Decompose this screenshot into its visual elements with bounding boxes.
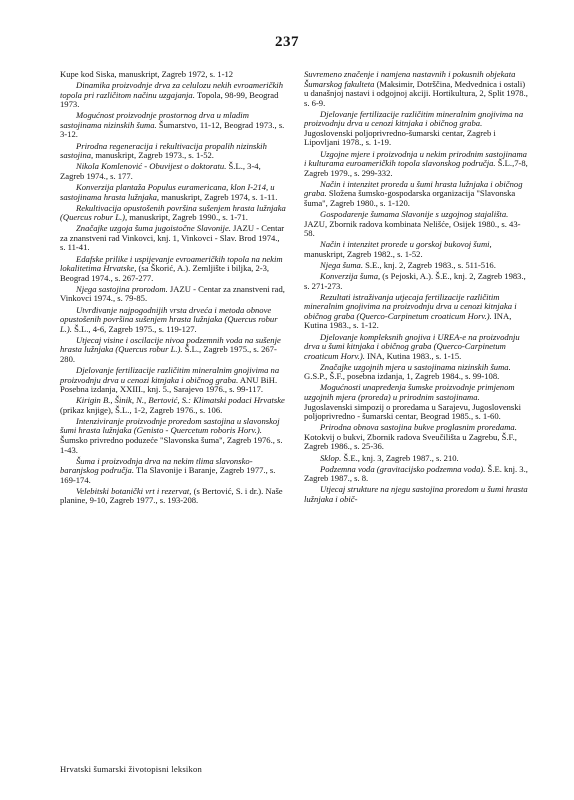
entry-title: Dinamika proizvodnje drva za celulozu nekih evroameričkih topola pri različitom načinu uzgajanja. (60, 80, 283, 100)
bibliography-entry (60, 162, 286, 181)
entry-details: Topola, 98-99, Beograd 1973. (60, 89, 279, 110)
entry-title: Značajke uzgoja šuma jugoistočne Slavonije. (76, 223, 231, 234)
entry-details: (s Bertović, S. i dr.). Naše planine, 9-10, Zagreb 1977., s. 193-208. (60, 485, 283, 506)
entry-details: G.S.P., Š.F., posebna izdanja, 1, Zagreb 1984., s. 99-108. (304, 371, 500, 382)
entry-details: (Maksimir, Dotrščina, Medvednica i ostali) u današnjoj nastavi i odgojnoj akciji. Hortikultura, 2, Split 1978., s. 6-9. (304, 78, 528, 108)
entry-details: JAZU, Zbornik radova kombinata Nelišće, Osijek 1980., s. 43-58. (304, 218, 521, 239)
bibliography-entry (60, 487, 286, 506)
entry-title: Djelovanje kompleksnih gnojiva i UREA-e na proizvodnju drva u šumi kitnjaka i običnog graba (Querco-Carpinetum croaticum Horv.). (304, 331, 520, 361)
entry-details: Kupe kod Siska, manuskript, Zagreb 1972, s. 1-12 (60, 69, 234, 79)
entry-details: Š.E., knj. 3, Zagreb 1987., s. 210. (341, 452, 459, 463)
entry-title: Edafske prilike i uspijevanje evroameričkih topola na nekim lokalitetima Hrvatske, (60, 253, 283, 274)
bibliography-entry (60, 255, 286, 284)
bibliography-entry (304, 465, 530, 484)
entry-details: S.E., knj. 2, Zagreb 1983., s. 511-516. (362, 259, 496, 270)
entry-title: Utvrđivanje najpogodnijih vrsta drveća i metoda obnove opustošenih površina sušenjem hrasta lužnjaka (Quercus robur L.). (60, 304, 278, 334)
entry-title: Prirodna regeneracija i rekultivacija propalih nizinskih sastojina, (60, 140, 267, 161)
entry-title: Njega šuma. (320, 259, 363, 270)
entry-details: (s Pejoski, A.). Š.E., knj. 2, Zagreb 1983., s. 271-273. (304, 271, 526, 291)
bibliography-entry (304, 333, 530, 362)
bibliography-entry (304, 293, 530, 331)
page-number: 237 (275, 34, 299, 50)
entry-details: Š.L., 3-4, Zagreb 1974., s. 177. (60, 161, 261, 181)
entry-title: Utjecaj visine i oscilacije nivoa podzemnih voda na sušenje hrasta lužnjaka (Quercus robur L.). (60, 334, 281, 355)
entry-title: Konverzija plantaža Populus euramericana, klon I-214, u sastojinama hrasta lužnjaka, (60, 181, 275, 202)
entry-details: ANU BiH. Posebna izdanja, XXIII., knj. 5., Sarajevo 1976., s. 99-117. (60, 374, 278, 395)
bibliography-entry (304, 363, 530, 382)
entry-title: Velebitski botanički vrt i rezervat, (76, 485, 192, 496)
entry-title: Suvremeno značenje i namjena nastavnih i pokusnih objekata Šumarskog fakulteta (304, 69, 516, 89)
entry-details: Š.L.,7-8, Zagreb 1979., s. 299-332. (304, 158, 528, 178)
entry-details: manuskript, Zagreb 1973., s. 1-52. (93, 150, 214, 161)
entry-details: JAZU - Centar za znanstveni rad, Vinkovci 1974., s. 79-85. (60, 283, 285, 304)
bibliography-entry (60, 224, 286, 253)
entry-title: Djelovanje fertilizacije različitim mineralnim gnojivima na proizvodnju drva u cenozi kitnjaka i običnog graba. (60, 364, 280, 385)
entry-details: (prikaz knjige), Š.L., 1-2, Zagreb 1976., s. 106. (60, 404, 223, 415)
entry-details: JAZU - Centar za znanstveni rad Vinkovci, knj. 1, Vinkovci - Slav. Brod 1974., s. 11-41. (60, 223, 285, 253)
bibliography-entry (304, 423, 530, 452)
entry-title: Intenziviranje proizvodnje proredom sastojina u slavonskoj šumi hrasta lužnjaka (Genisto - Quercetum roboris Horv.). (60, 415, 280, 436)
entry-details: Složena šumsko-gospodarska organizacija "Slavonska šuma", Zagreb 1980., s. 1-120. (304, 188, 516, 208)
entry-title: Šuma i proizvodnja drva na nekim tlima slavonsko-baranjskog područja. (60, 455, 253, 476)
bibliography-entry (60, 457, 286, 486)
entry-title: Rezultati istraživanja utjecaja fertilizacije različitim mineralnim gnojivima na proizvodnju drva u cenozi kitnjaka i običnog graba (Querco-Carpinetum croaticum Horv.). (304, 291, 517, 321)
bibliography-entry (60, 285, 286, 304)
entry-details: Šumsko privredno poduzeće "Slavonska šuma", Zagreb 1976., s. 1-43. (60, 435, 283, 455)
bibliography-entry (60, 417, 286, 455)
bibliography-entry (60, 142, 286, 161)
bibliography-entry (60, 81, 286, 110)
bibliography-entry (304, 454, 530, 464)
bibliography-entry (60, 183, 286, 202)
entry-title: Značajke uzgojnih mjera u sastojinama nizinskih šuma. (320, 361, 511, 372)
bibliography-entry (304, 180, 530, 209)
entry-details: Tla Slavonije i Baranje, Zagreb 1977., s. 169-174. (60, 465, 276, 485)
bibliography-entry (60, 336, 286, 365)
entry-title: Djelovanje fertilizacije različitim mineralnim gnojivima na proizvodnju drva u cenozi kitnjaka i običnog graba. (304, 108, 524, 129)
bibliography-entry (60, 366, 286, 395)
bibliography-entry (60, 204, 286, 223)
entry-details: Jugoslavenski simpozij o proredama u Sarajevu, Jugoslovenski poljoprivredno - šumarski centar, Beograd 1985., s. 1-60. (304, 401, 521, 422)
bibliography-entry (304, 240, 530, 259)
entry-details: manuskript, Zagreb 1982., s. 1-52. (304, 248, 423, 259)
entry-details: Šumarstvo, 11-12, Beograd 1973., s. 3-12. (60, 119, 285, 140)
entry-details: Š.L., 4-6, Zagreb 1975., s. 119-127. (71, 323, 197, 334)
entry-details: Kotokvij o bukvi, Zbornik radova Sveučilišta u Zagrebu, Š.F., Zagreb 1986., s. 25-36. (304, 431, 517, 452)
bibliography-entry (60, 396, 286, 415)
entry-title: Njega sastojina prorodom. (76, 283, 168, 294)
entry-details: Jugoslovenski poljoprivredno-šumarski centar, Zagreb i Lipovljani 1978., s. 1-19. (304, 127, 496, 148)
entry-title: Sklop. (320, 452, 342, 463)
bibliography-entry (304, 210, 530, 239)
entry-title: Uzgojne mjere i proizvodnja u nekim prirodnim sastojinama i kulturama euroameričkih topola slavonskog područja. (304, 148, 527, 169)
bibliography-entry (60, 70, 286, 80)
bibliography-entry (60, 111, 286, 140)
bibliography-entry (304, 383, 530, 421)
entry-title: Kirigin B., Šinik, N., Bertović, S.: Klimatski podaci Hrvatske (76, 395, 285, 406)
entry-details: INA, Kutina 1983., s. 1-15. (364, 350, 462, 361)
bibliography-entry (304, 110, 530, 148)
entry-title: Način i intenzitet prorede u gorskoj bukovoj šumi, (320, 239, 492, 250)
right-column (304, 70, 530, 506)
entry-title: Utjecaj strukture na njegu sastojina proredom u šumi hrasta lužnjaka i obič- (304, 484, 528, 504)
entry-details: INA, Kutina 1983., s. 1-12. (304, 310, 512, 331)
entry-title: Način i intenzitet proreda u šumi hrasta lužnjaka i običnog graba. (304, 178, 523, 199)
entry-details: Š.L., Zagreb 1975., s. 267-280. (60, 344, 277, 364)
entry-title: Mogućnost proizvodnje prostornog drva u mladim sastojinama nizinskih šuma. (60, 110, 249, 130)
entry-title: Nikola Komlenović - Obuvijest o doktoratu. (76, 161, 227, 172)
bibliography-entry (304, 150, 530, 179)
entry-title: Mogućnosti unapređenja šumske proizvodnje primjenom uzgojnih mjera (proreda) u prirodnim sastojinama. (304, 382, 515, 403)
entry-details: (sa Škorić, A.). Zemljište i biljka, 2-3, Beograd 1974., s. 267-277. (60, 263, 270, 283)
entry-title: Gospodarenje šumama Slavonije s uzgojnog stajališta. (320, 209, 509, 220)
bibliography-entry (304, 272, 530, 291)
bibliography-entry (304, 70, 530, 108)
entry-title: Konverzija šuma, (320, 271, 381, 282)
entry-title: Prirodna obnova sastojina bukve proglasnim proredama. (320, 422, 517, 433)
entry-details: Š.E. knj. 3., Zagreb 1987., s. 8. (304, 463, 528, 484)
left-column (60, 70, 286, 508)
entry-details: manuskript, Zagreb 1974, s. 1-11. (159, 191, 278, 202)
entry-title: Podzemna voda (gravitacijsko podzemna voda). (320, 463, 486, 474)
bibliography-entry (304, 485, 530, 504)
bibliography-entry (304, 261, 530, 271)
entry-title: Rekultivacija opustošenih površina sušenjem hrasta lužnjaka (Quercus robur L.), (60, 202, 286, 223)
bibliography-entry (60, 306, 286, 335)
running-footer: Hrvatski šumarski životopisni leksikon (60, 764, 202, 774)
entry-details: manuskript, Zagreb 1990., s. 1-71. (127, 212, 248, 223)
